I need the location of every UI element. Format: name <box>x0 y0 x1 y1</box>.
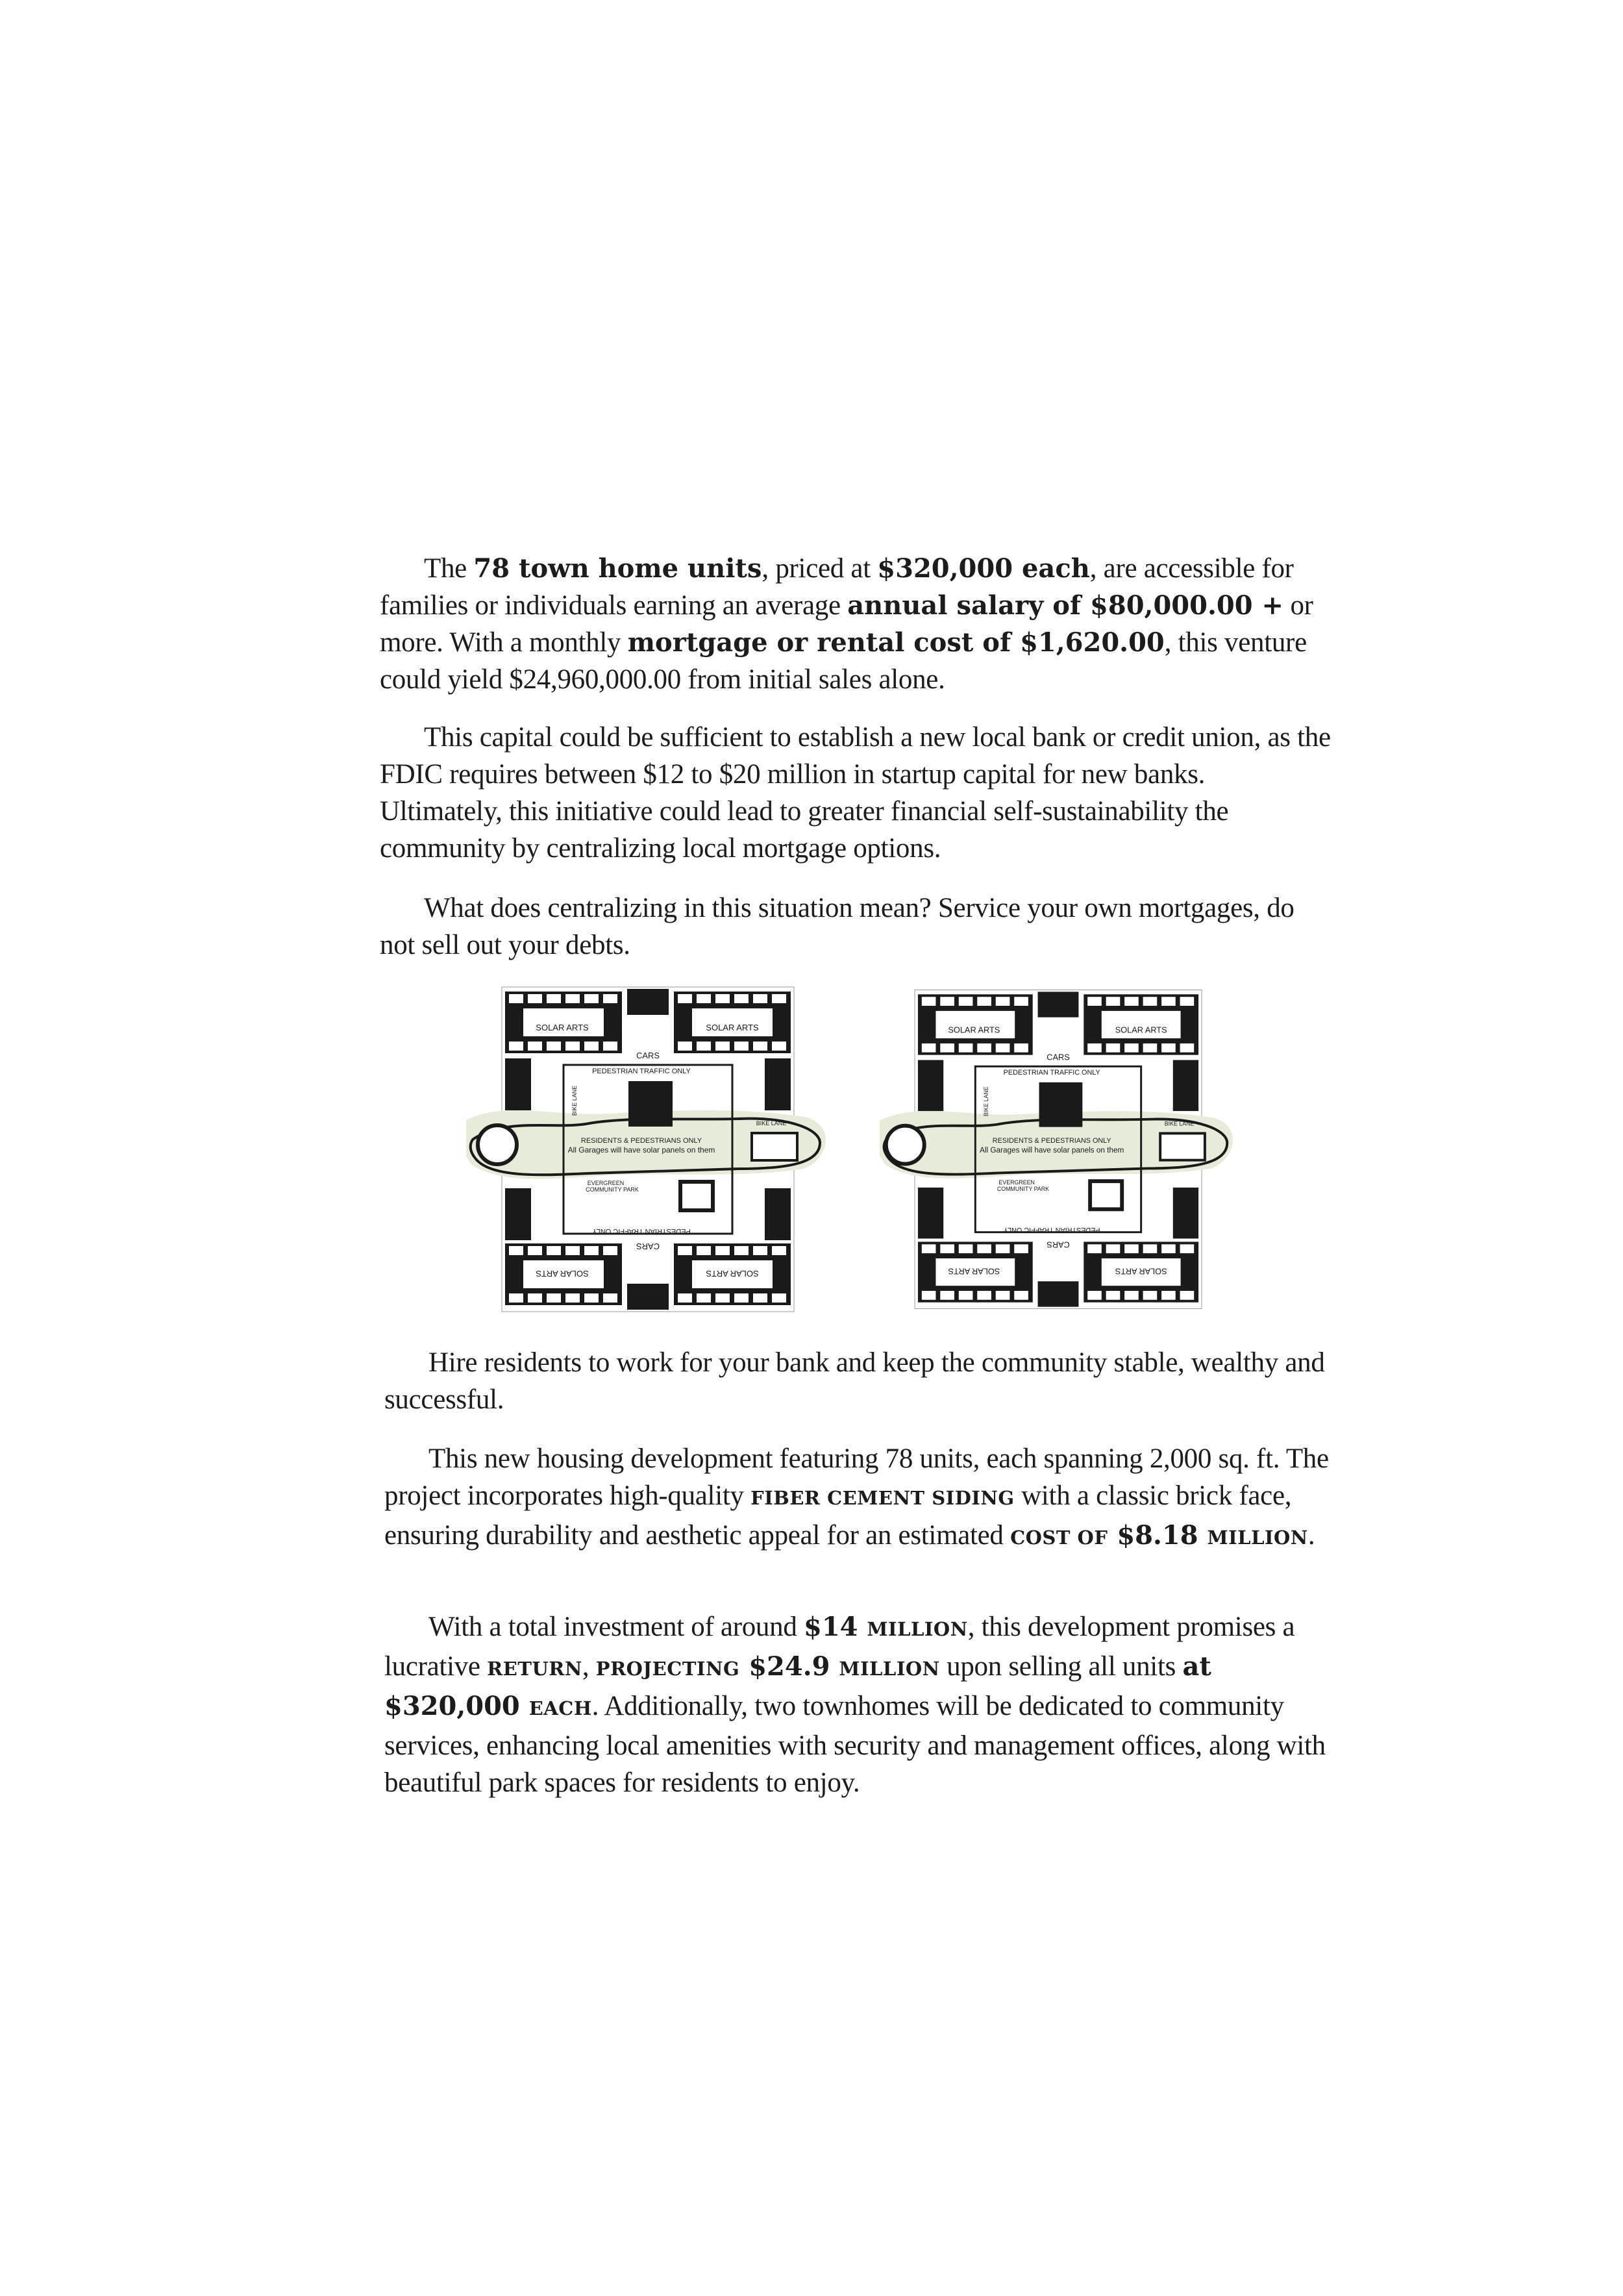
gate-top <box>627 989 669 1015</box>
side-housing-block <box>765 1058 791 1110</box>
unit-label-box <box>1180 997 1195 1006</box>
side-housing-block <box>765 1188 791 1240</box>
text-run: . <box>1307 1520 1315 1551</box>
emphasis-million: MILLION <box>1207 1527 1308 1549</box>
unit-label-box <box>922 1244 936 1253</box>
unit-label-box <box>509 1246 523 1255</box>
unit-label-box <box>565 1042 580 1051</box>
unit-label-box <box>1087 1043 1102 1053</box>
plan-label: SOLAR ARTS <box>1115 1266 1167 1277</box>
unit-label-box <box>1124 1244 1139 1253</box>
unit-label-box <box>547 1246 561 1255</box>
emphasis-mortgage: mortgage or rental cost of $1,620.00 <box>627 627 1165 658</box>
unit-label-box <box>1087 1244 1102 1253</box>
text-run: with a classic brick face, ensuring durability and aesthetic appeal for an estimated <box>384 1480 1292 1551</box>
unit-label-box <box>509 994 523 1003</box>
paragraph-investment <box>384 1608 1335 1801</box>
plan-label: BIKE LANE <box>571 1085 578 1116</box>
side-housing-block <box>1173 1188 1198 1239</box>
unit-label-box <box>509 1293 523 1303</box>
unit-label-box <box>977 1291 991 1300</box>
unit-label-box <box>772 1042 786 1051</box>
plan-label: PEDESTRIAN TRAFFIC ONLY <box>1003 1225 1100 1234</box>
plan-label: SOLAR ARTS <box>948 1025 1000 1035</box>
plan-label: CARS <box>636 1051 660 1060</box>
plan-label: EVERGREEN <box>998 1179 1035 1186</box>
paragraph-development <box>384 1440 1335 1556</box>
unit-label-box <box>678 1246 692 1255</box>
site-plan-drawing <box>880 984 1237 1315</box>
plan-label: SOLAR ARTS <box>1115 1025 1167 1035</box>
unit-label-box <box>603 1293 617 1303</box>
unit-label-box <box>1124 997 1139 1006</box>
text-run: . Additionally, two townhomes will be dedicated to community services, enhancing local amenities with security and management offices, along with beautiful park spaces for residents to enjoy. <box>384 1691 1326 1798</box>
unit-label-box <box>922 997 936 1006</box>
plan-label: All Garages will have solar panels on them <box>979 1145 1124 1154</box>
gate-bottom <box>627 1284 669 1310</box>
emphasis-million: MILLION <box>839 1658 940 1680</box>
emphasis-projecting: PROJECTING <box>595 1658 740 1680</box>
unit-label-box <box>940 1244 954 1253</box>
text-run: or more. With a monthly <box>380 590 1313 658</box>
unit-label-box <box>678 1293 692 1303</box>
unit-label-box <box>697 1246 711 1255</box>
unit-label-box <box>565 994 580 1003</box>
plan-label: SOLAR ARTS <box>536 1023 589 1032</box>
unit-label-box <box>1143 1291 1158 1300</box>
site-plan-drawing <box>466 984 830 1315</box>
plan-label: SOLAR ARTS <box>948 1266 1000 1277</box>
unit-label-box <box>603 1042 617 1051</box>
emphasis-price: $320,000 each <box>877 553 1090 584</box>
unit-label-box <box>584 1293 599 1303</box>
roundabout <box>886 1126 924 1164</box>
unit-label-box <box>547 994 561 1003</box>
side-housing-block <box>918 1188 943 1239</box>
unit-label-box <box>1180 1043 1195 1053</box>
plan-label: COMMUNITY PARK <box>997 1185 1050 1192</box>
unit-label-box <box>697 1042 711 1051</box>
unit-label-box <box>753 994 767 1003</box>
unit-label-box <box>996 1244 1010 1253</box>
emphasis-salary: annual salary of $80,000.00 + <box>847 590 1283 621</box>
text-run: , are accessible for families or individuals earning an average <box>380 553 1294 621</box>
park-square <box>1090 1181 1122 1209</box>
plan-label: BIKE LANE <box>982 1086 989 1117</box>
unit-label-box <box>1143 997 1158 1006</box>
unit-label-box <box>734 1042 749 1051</box>
unit-label-box <box>734 1246 749 1255</box>
plan-label: BIKE LANE <box>756 1120 787 1127</box>
unit-label-box <box>1161 1043 1176 1053</box>
unit-label-box <box>1143 1244 1158 1253</box>
unit-label-box <box>1106 997 1121 1006</box>
emphasis-each: EACH <box>528 1697 592 1719</box>
unit-label-box <box>734 1293 749 1303</box>
text-run: , this development promises a lucrative <box>384 1612 1295 1682</box>
park-square <box>680 1182 713 1210</box>
unit-label-box <box>922 1291 936 1300</box>
unit-label-box <box>1143 1043 1158 1053</box>
emphasis-unit-price: at $320,000 <box>384 1651 1211 1721</box>
side-housing-block <box>918 1060 943 1112</box>
plan-label: RESIDENTS & PEDESTRIANS ONLY <box>580 1137 702 1145</box>
unit-label-box <box>959 1291 973 1300</box>
unit-label-box <box>977 997 991 1006</box>
parking-box <box>1160 1133 1205 1160</box>
unit-label-box <box>922 1043 936 1053</box>
emphasis-cost: COST OF <box>1010 1527 1108 1549</box>
emphasis-units: 78 town home units <box>473 553 762 584</box>
unit-label-box <box>1014 1043 1028 1053</box>
plan-label: CARS <box>636 1242 660 1251</box>
unit-label-box <box>1180 1291 1195 1300</box>
unit-label-box <box>959 1244 973 1253</box>
unit-label-box <box>715 1042 730 1051</box>
emphasis-investment: $14 <box>804 1612 867 1642</box>
plan-label: CARS <box>1047 1240 1070 1250</box>
side-housing-block <box>505 1058 531 1110</box>
plan-label: PEDESTRIAN TRAFFIC ONLY <box>592 1227 691 1235</box>
unit-label-box <box>603 994 617 1003</box>
unit-label-box <box>772 994 786 1003</box>
site-plan-right <box>880 984 1237 1315</box>
plan-label: SOLAR ARTS <box>706 1269 759 1279</box>
paragraph-capital <box>380 719 1331 867</box>
text-run: This new housing development featuring 78 units, each spanning 2,000 sq. ft. The project incorporates high-quality <box>384 1443 1329 1511</box>
gate-bottom <box>1038 1281 1079 1306</box>
unit-label-box <box>940 997 954 1006</box>
unit-label-box <box>959 1043 973 1053</box>
unit-label-box <box>996 997 1010 1006</box>
roundabout <box>478 1125 517 1164</box>
unit-label-box <box>1014 1291 1028 1300</box>
emphasis-projection-value: $24.9 <box>739 1651 839 1682</box>
unit-label-box <box>1087 1291 1102 1300</box>
unit-label-box <box>753 1246 767 1255</box>
paragraph-text: Hire residents to work for your bank and keep the community stable, wealthy and successful. <box>384 1347 1325 1415</box>
paragraph-pricing <box>380 550 1331 698</box>
unit-label-box <box>753 1293 767 1303</box>
unit-label-box <box>547 1042 561 1051</box>
unit-label-box <box>565 1293 580 1303</box>
emphasis-million: MILLION <box>867 1618 968 1640</box>
unit-label-box <box>977 1244 991 1253</box>
unit-label-box <box>565 1246 580 1255</box>
unit-label-box <box>1014 1244 1028 1253</box>
unit-label-box <box>528 994 542 1003</box>
paragraph-hire-residents <box>384 1344 1335 1418</box>
unit-label-box <box>940 1291 954 1300</box>
unit-label-box <box>547 1293 561 1303</box>
paragraph-centralizing <box>380 890 1331 964</box>
plan-label: PEDESTRIAN TRAFFIC ONLY <box>592 1067 691 1075</box>
emphasis-siding: FIBER CEMENT SIDING <box>750 1487 1015 1509</box>
plan-label: PEDESTRIAN TRAFFIC ONLY <box>1003 1069 1100 1077</box>
unit-label-box <box>753 1042 767 1051</box>
unit-label-box <box>1014 997 1028 1006</box>
plan-label: SOLAR ARTS <box>706 1023 759 1032</box>
gate-top <box>1038 992 1079 1017</box>
unit-label-box <box>528 1042 542 1051</box>
unit-label-box <box>528 1293 542 1303</box>
text-run: , this venture could yield $24,960,000.00 from initial sales alone. <box>380 627 1307 695</box>
unit-label-box <box>1106 1291 1121 1300</box>
site-plan-left <box>466 984 830 1315</box>
emphasis-cost-value: $8.18 <box>1108 1520 1208 1551</box>
unit-label-box <box>528 1246 542 1255</box>
side-housing-block <box>505 1188 531 1240</box>
unit-label-box <box>1087 997 1102 1006</box>
unit-label-box <box>1124 1043 1139 1053</box>
text-run: upon selling all units <box>939 1651 1183 1682</box>
unit-label-box <box>977 1043 991 1053</box>
text-run: The <box>424 553 474 584</box>
unit-label-box <box>772 1293 786 1303</box>
plan-label: EVERGREEN <box>587 1180 625 1186</box>
unit-label-box <box>715 1246 730 1255</box>
unit-label-box <box>959 997 973 1006</box>
unit-label-box <box>509 1042 523 1051</box>
unit-label-box <box>772 1246 786 1255</box>
unit-label-box <box>584 1246 599 1255</box>
unit-label-box <box>678 994 692 1003</box>
unit-label-box <box>715 994 730 1003</box>
plan-label: COMMUNITY PARK <box>586 1186 639 1193</box>
plan-label: All Garages will have solar panels on them <box>567 1145 715 1154</box>
unit-label-box <box>1161 1244 1176 1253</box>
unit-label-box <box>697 1293 711 1303</box>
plan-label: RESIDENTS & PEDESTRIANS ONLY <box>992 1137 1111 1145</box>
unit-label-box <box>1106 1244 1121 1253</box>
unit-label-box <box>996 1043 1010 1053</box>
plan-label: CARS <box>1047 1052 1070 1062</box>
unit-label-box <box>697 994 711 1003</box>
unit-label-box <box>1124 1291 1139 1300</box>
paragraph-text: What does centralizing in this situation mean? Service your own mortgages, do not sell out your debts. <box>380 893 1295 960</box>
unit-label-box <box>603 1246 617 1255</box>
text-run: , <box>582 1651 596 1682</box>
unit-label-box <box>940 1043 954 1053</box>
unit-label-box <box>584 1042 599 1051</box>
unit-label-box <box>1106 1043 1121 1053</box>
unit-label-box <box>996 1291 1010 1300</box>
text-run: , priced at <box>762 553 878 584</box>
unit-label-box <box>678 1042 692 1051</box>
parking-box <box>752 1133 797 1160</box>
unit-label-box <box>1180 1244 1195 1253</box>
unit-label-box <box>1161 1291 1176 1300</box>
side-housing-block <box>1173 1060 1198 1112</box>
unit-label-box <box>1161 997 1176 1006</box>
paragraph-text: This capital could be sufficient to establish a new local bank or credit union, as the FDIC requires between $12 to $20 million in startup capital for new banks. Ultimately, this initiative could lead to greater financial self-sustainability the community by centralizing local mortgage options. <box>380 722 1331 864</box>
plan-label: BIKE LANE <box>1164 1120 1195 1127</box>
unit-label-box <box>734 994 749 1003</box>
text-run: With a total investment of around <box>428 1612 804 1642</box>
unit-label-box <box>715 1293 730 1303</box>
plan-label: SOLAR ARTS <box>536 1269 589 1279</box>
unit-label-box <box>584 994 599 1003</box>
emphasis-return: RETURN <box>487 1658 582 1680</box>
